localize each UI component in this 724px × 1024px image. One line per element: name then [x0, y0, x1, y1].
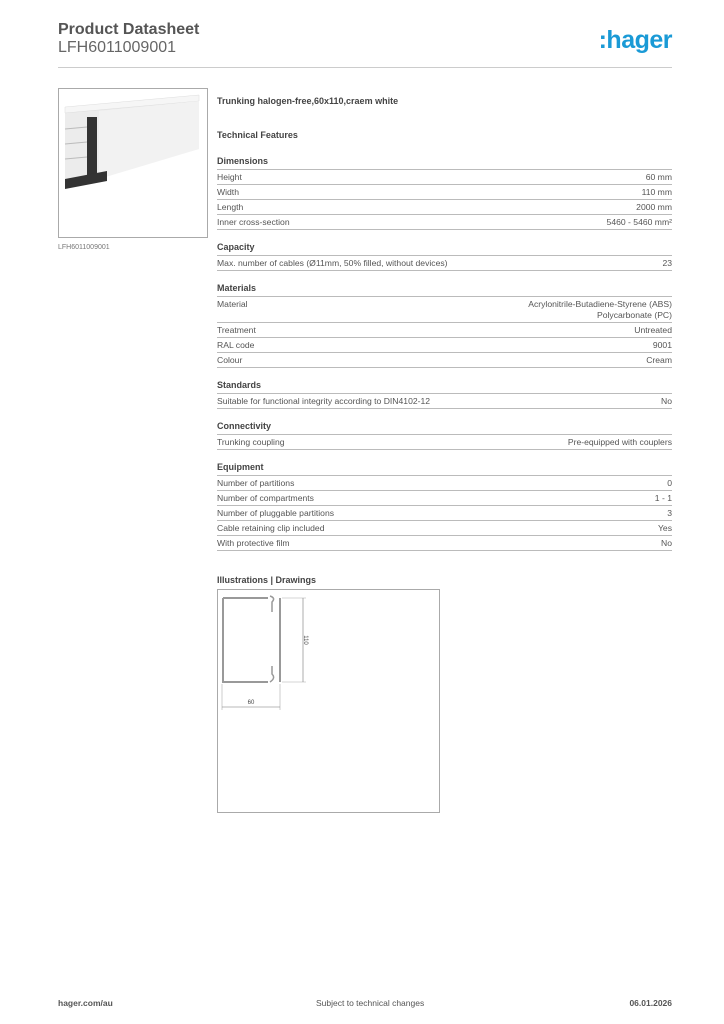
spec-label: Max. number of cables (Ø11mm, 50% filled, without devices) — [217, 257, 448, 268]
spec-value-line: 3 — [667, 507, 672, 518]
technical-features-heading: Technical Features — [217, 130, 298, 140]
spec-label: Trunking coupling — [217, 436, 285, 447]
spec-value-line: Pre-equipped with couplers — [567, 436, 672, 447]
spec-value — [568, 437, 672, 448]
spec-section-equipment — [217, 462, 672, 551]
spec-value-line: 9001 — [652, 339, 672, 350]
spec-label: RAL code — [217, 339, 255, 350]
spec-value-line: Yes — [657, 522, 672, 533]
spec-value — [634, 325, 672, 336]
spec-section-materials — [217, 283, 672, 368]
spec-value-line: No — [661, 537, 672, 548]
spec-value — [658, 523, 672, 534]
spec-value — [661, 538, 672, 549]
spec-section-connectivity — [217, 421, 672, 450]
spec-label: With protective film — [217, 537, 290, 548]
spec-row — [217, 338, 672, 353]
spec-value — [636, 202, 672, 213]
spec-row — [217, 215, 672, 230]
spec-label: Cable retaining clip included — [217, 522, 325, 533]
spec-value-line: Polycarbonate (PC) — [597, 309, 672, 320]
spec-value-line: 60 mm — [645, 171, 672, 182]
image-caption: LFH6011009001 — [58, 244, 110, 251]
spec-value — [655, 493, 672, 504]
spec-row — [217, 521, 672, 536]
spec-section-dimensions — [217, 156, 672, 230]
spec-row — [217, 185, 672, 200]
product-image — [58, 88, 208, 238]
spec-value-line: 1 - 1 — [654, 492, 672, 503]
spec-value-line: Acrylonitrile-Butadiene-Styrene (ABS) — [528, 298, 672, 309]
spec-label: Length — [217, 201, 244, 212]
section-heading: Dimensions — [217, 156, 672, 170]
document-title: Product Datasheet — [58, 21, 200, 38]
spec-value-line: No — [661, 395, 672, 406]
footer-date: 06.01.2026 — [629, 998, 672, 1008]
spec-value-line: Untreated — [634, 324, 672, 335]
spec-value — [653, 340, 672, 351]
drawing-width-label: 60 — [247, 700, 255, 706]
footer-notice: Subject to technical changes — [316, 998, 425, 1008]
spec-label: Number of compartments — [217, 492, 314, 503]
spec-row — [217, 536, 672, 551]
spec-label: Number of partitions — [217, 477, 295, 488]
section-heading: Standards — [217, 380, 672, 394]
drawing-height-label: 110 — [302, 635, 308, 645]
spec-row — [217, 170, 672, 185]
header-divider — [58, 67, 672, 68]
spec-value-line: 5460 - 5460 mm² — [606, 216, 672, 227]
spec-row — [217, 323, 672, 338]
product-code: LFH6011009001 — [58, 39, 177, 56]
spec-value — [646, 355, 672, 366]
section-heading: Equipment — [217, 462, 672, 476]
spec-value — [646, 172, 672, 183]
spec-row — [217, 491, 672, 506]
spec-value-line: 23 — [662, 257, 672, 268]
spec-row — [217, 476, 672, 491]
technical-drawing — [217, 589, 440, 813]
section-heading: Capacity — [217, 242, 672, 256]
footer-website-link[interactable]: hager.com/au — [58, 998, 113, 1008]
spec-label: Number of pluggable partitions — [217, 507, 335, 518]
spec-section-standards — [217, 380, 672, 409]
spec-label: Suitable for functional integrity according to DIN4102-12 — [217, 395, 431, 406]
spec-row — [217, 297, 672, 323]
spec-value — [642, 187, 672, 198]
product-title: Trunking halogen-free,60x110,craem white — [217, 96, 399, 106]
spec-value-line: 2000 mm — [636, 201, 672, 212]
illustrations-heading: Illustrations | Drawings — [217, 575, 317, 585]
spec-row — [217, 435, 672, 450]
spec-row — [217, 353, 672, 368]
spec-label: Height — [217, 171, 242, 182]
spec-row — [217, 256, 672, 271]
spec-value-line: 0 — [667, 477, 672, 488]
spec-value — [667, 478, 672, 489]
spec-label: Colour — [217, 354, 243, 365]
spec-label: Treatment — [217, 324, 256, 335]
spec-label: Material — [217, 298, 248, 309]
spec-value-line: Cream — [646, 354, 672, 365]
spec-value — [607, 217, 672, 228]
spec-value-line: 110 mm — [641, 186, 672, 197]
hager-logo: :hager — [598, 26, 672, 54]
spec-value — [662, 258, 672, 269]
spec-value — [661, 396, 672, 407]
spec-row — [217, 394, 672, 409]
spec-label: Inner cross-section — [217, 216, 290, 227]
spec-section-capacity — [217, 242, 672, 271]
main-content — [217, 96, 672, 813]
spec-label: Width — [217, 186, 239, 197]
spec-value — [667, 508, 672, 519]
spec-row — [217, 506, 672, 521]
spec-sections — [217, 156, 672, 551]
section-heading: Connectivity — [217, 421, 672, 435]
spec-value — [528, 299, 672, 321]
spec-row — [217, 200, 672, 215]
section-heading: Materials — [217, 283, 672, 297]
